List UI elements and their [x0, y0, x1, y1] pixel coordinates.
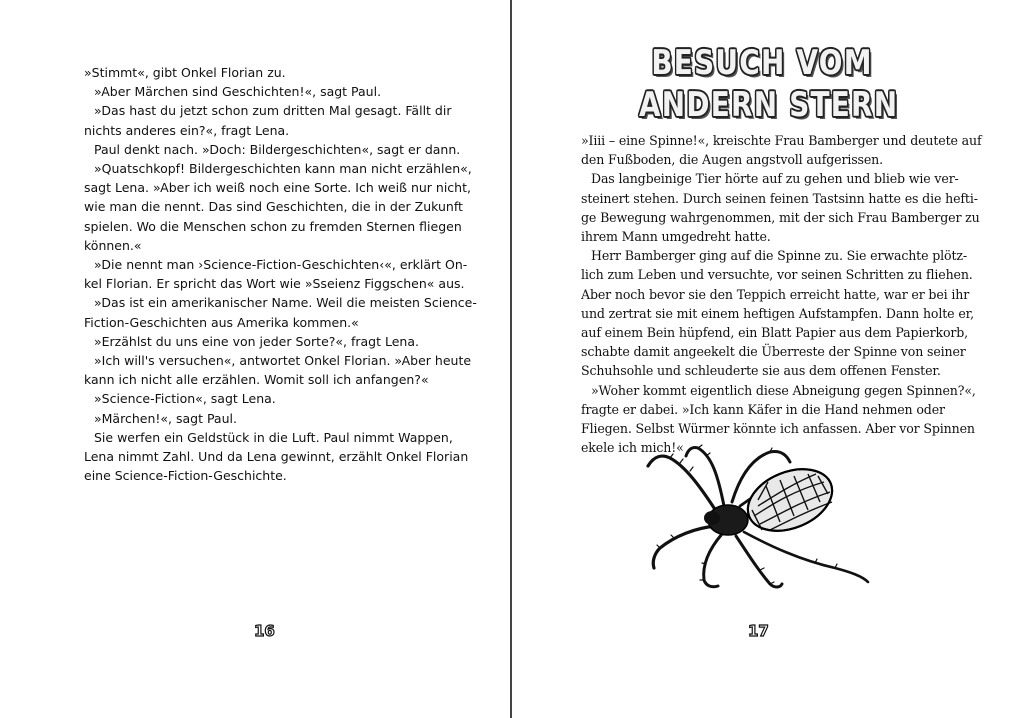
page-number-left: 16	[254, 622, 275, 640]
text-line: Das langbeinige Tier hörte auf zu gehen und blieb wie ver-	[591, 171, 959, 187]
right-page-text	[581, 131, 982, 457]
text-line: und zertrat sie mit einem heftigen Aufstampfen. Dann holte er,	[581, 305, 974, 321]
text-line: lich zum Leben und versuchte, vor seinen Schritten zu fliehen.	[581, 267, 973, 283]
chapter-title	[639, 42, 899, 126]
text-line: Herr Bamberger ging auf die Spinne zu. Sie erwachte plötz-	[591, 248, 967, 264]
page-number-right: 17	[748, 622, 769, 640]
text-line: eine Science-Fiction-Geschichte.	[84, 468, 287, 484]
text-line: steinert stehen. Durch seinen feinen Tastsinn hatte es die hefti-	[581, 190, 978, 206]
chapter-title-line-1: BESUCH VOM	[651, 43, 873, 83]
text-line: spielen. Wo die Menschen schon zu fremden Sternen fliegen	[84, 218, 462, 234]
text-line: »Aber Märchen sind Geschichten!«, sagt Paul.	[94, 84, 382, 100]
text-line: ekele ich mich!«	[581, 440, 684, 456]
text-line: Sie werfen ein Geldstück in die Luft. Paul nimmt Wappen,	[94, 429, 453, 445]
text-line: Fiction-Geschichten aus Amerika kommen.«	[84, 314, 359, 330]
text-line: fragte er dabei. »Ich kann Käfer in die Hand nehmen oder	[581, 401, 945, 417]
text-line: »Iiii – eine Spinne!«, kreischte Frau Bamberger und deutete auf	[581, 133, 982, 148]
spider-illustration	[640, 436, 880, 596]
text-line: Aber noch bevor sie den Teppich erreicht hatte, war er bei ihr	[581, 286, 970, 302]
text-line: »Quatschkopf! Bildergeschichten kann man nicht erzählen«,	[94, 161, 472, 177]
text-line: Fliegen. Selbst Würmer könnte ich anfassen. Aber vor Spinnen	[581, 421, 975, 437]
text-line: den Fußboden, die Augen angstvoll aufgerissen.	[581, 152, 883, 168]
text-line: »Märchen!«, sagt Paul.	[94, 410, 237, 426]
text-line: wie man die nennt. Das sind Geschichten, die in der Zukunft	[84, 199, 463, 215]
text-line: »Das ist ein amerikanischer Name. Weil die meisten Science-	[94, 295, 477, 311]
left-page-text	[84, 63, 477, 485]
text-line: »Ich will's versuchen«, antwortet Onkel Florian. »Aber heute	[94, 353, 472, 369]
text-line: schabte damit angeekelt die Überreste der Spinne von seiner	[581, 344, 966, 360]
text-line: »Woher kommt eigentlich diese Abneigung gegen Spinnen?«,	[591, 382, 976, 398]
chapter-title-line-2: ANDERN STERN	[639, 85, 899, 125]
text-line: ge Bewegung wahrgenommen, mit der sich Frau Bamberger zu	[581, 209, 980, 225]
text-line: ihrem Mann umgedreht hatte.	[581, 229, 771, 245]
text-line: nichts anderes ein?«, fragt Lena.	[84, 122, 290, 138]
text-line: Schuhsohle und schleuderte sie aus dem offenen Fenster.	[581, 363, 941, 379]
text-line: »Stimmt«, gibt Onkel Florian zu.	[84, 65, 286, 80]
text-line: können.«	[84, 237, 142, 253]
text-line: kel Florian. Er spricht das Wort wie »Sseienz Figgschen« aus.	[84, 276, 465, 292]
text-line: »Science-Fiction«, sagt Lena.	[94, 391, 276, 407]
text-line: Paul denkt nach. »Doch: Bildergeschichten«, sagt er dann.	[94, 141, 461, 157]
text-line: Lena nimmt Zahl. Und da Lena gewinnt, erzählt Onkel Florian	[84, 449, 469, 465]
text-line: sagt Lena. »Aber ich weiß noch eine Sorte. Ich weiß nur nicht,	[84, 180, 471, 196]
text-line: »Erzählst du uns eine von jeder Sorte?«, fragt Lena.	[94, 333, 419, 349]
text-line: auf einem Bein hüpfend, ein Blatt Papier aus dem Papierkorb,	[581, 325, 969, 341]
text-line: »Das hast du jetzt schon zum dritten Mal gesagt. Fällt dir	[94, 103, 452, 119]
text-line: »Die nennt man ›Science-Fiction-Geschichten‹«, erklärt On-	[94, 257, 468, 273]
text-line: kann ich nicht alle erzählen. Womit soll ich anfangen?«	[84, 372, 429, 388]
